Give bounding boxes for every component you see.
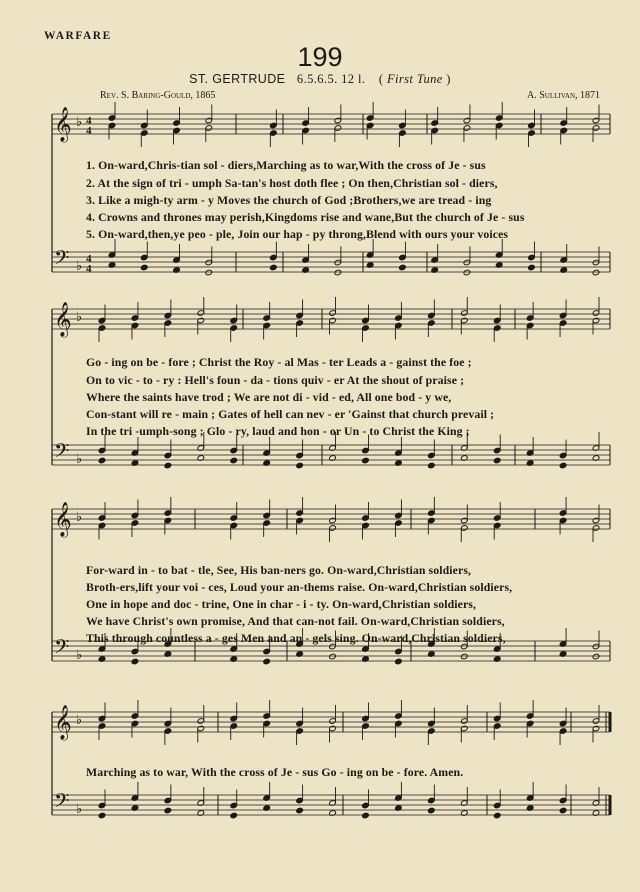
lyric-line: For-ward in - to bat - tle, See, His ban-ners go. On-ward,Christian soldiers, [86, 563, 472, 577]
note-head [164, 807, 172, 814]
treble-clef: 𝄞 [54, 107, 72, 142]
note-head [164, 462, 172, 469]
flat-sign: ♭ [76, 115, 83, 130]
lyric-line: This through countless a - ges Men and an - gels sing. On-ward,Christian soldiers, [86, 631, 506, 645]
lyric-line: 1. On-ward,Chris-tian sol - diers,Marching as to war,With the cross of Je - sus [86, 158, 486, 172]
note-head [98, 457, 106, 464]
note-head [270, 264, 278, 271]
treble-clef: 𝄞 [54, 502, 72, 537]
note-head [329, 653, 337, 660]
time-signature-bottom: 4 [86, 263, 92, 275]
note-head [399, 264, 407, 271]
lyric-line: 3. Like a migh-ty arm - y Moves the church of God ;Brothers,we are tread - ing [86, 193, 492, 207]
lyric-line: In the tri -umph-song ; Glo - ry, laud and hon - or Un - to Christ the King ; [86, 424, 470, 438]
section-heading: WARFARE [44, 30, 112, 42]
treble-clef: 𝄞 [54, 705, 72, 740]
note-head [263, 658, 271, 665]
flat-sign: ♭ [76, 510, 83, 525]
flat-sign: ♭ [76, 648, 83, 663]
note-head [362, 457, 370, 464]
note-head [493, 812, 501, 819]
hymn-number: 199 [297, 42, 343, 72]
bass-clef: 𝄢 [54, 635, 70, 663]
time-signature-bottom: 4 [86, 125, 92, 137]
note-head [528, 264, 536, 271]
note-head [205, 269, 213, 276]
note-head [362, 812, 370, 819]
flat-sign: ♭ [76, 259, 83, 274]
time-signature-top: 4 [86, 115, 92, 127]
note-head [98, 812, 106, 819]
note-head [296, 462, 304, 469]
tune-note: First Tune [387, 72, 443, 86]
note-head [559, 807, 567, 814]
flat-sign: ♭ [76, 452, 83, 467]
lyric-line: 4. Crowns and thrones may perish,Kingdoms rise and wane,But the church of Je - sus [86, 210, 525, 224]
note-head [460, 653, 468, 660]
lyric-line: Where the saints have trod ; We are not di - vid - ed, All one bod - y we, [86, 390, 452, 404]
flat-sign: ♭ [76, 310, 83, 325]
composer-credit: A. Sullivan, 1871 [527, 90, 600, 101]
note-head [131, 658, 139, 665]
note-head [230, 812, 238, 819]
lyric-line: On to vic - to - ry : Hell's foun - da - tions quiv - er At the shout of praise ; [86, 373, 465, 387]
author-credit: Rev. S. Baring-Gould, 1865 [100, 90, 216, 101]
note-head [296, 807, 304, 814]
bass-clef: 𝄢 [54, 246, 70, 274]
tune-note-wrapper: ( First Tune ) [378, 72, 451, 86]
lyric-line: 5. On-ward,then,ye peo - ple, Join our hap - py throng,Blend with ours your voices [86, 227, 509, 241]
lyric-line: Con-stant will re - main ; Gates of hell can nev - er 'Gainst that church prevail ; [86, 407, 495, 421]
lyric-line: Go - ing on be - fore ; Christ the Roy - al Mas - ter Leads a - gainst the foe ; [86, 355, 472, 369]
lyric-line: We have Christ's own promise, And that can-not fail. On-ward,Christian soldiers, [86, 614, 505, 628]
note-head [140, 264, 148, 271]
lyric-line: Marching as to war, With the cross of Je - sus Go - ing on be - fore. Amen. [86, 765, 464, 779]
tune-name: ST. GERTRUDE [189, 72, 286, 86]
note-head [592, 269, 600, 276]
flat-sign: ♭ [76, 713, 83, 728]
note-head [493, 457, 501, 464]
note-head [463, 269, 471, 276]
note-head [428, 462, 436, 469]
note-head [592, 653, 600, 660]
lyric-line: 2. At the sign of tri - umph Sa-tan's host doth flee ; On then,Christian sol - diers, [86, 176, 498, 190]
flat-sign: ♭ [76, 802, 83, 817]
note-head [559, 462, 567, 469]
bass-clef: 𝄢 [54, 439, 70, 467]
lyric-line: Broth-ers,lift your voi - ces, Loud your an-thems raise. On-ward,Christian soldiers, [86, 580, 513, 594]
note-head [428, 807, 436, 814]
meter: 6.5.6.5. 12 l. [296, 72, 366, 86]
treble-clef: 𝄞 [54, 302, 72, 337]
note-head [395, 658, 403, 665]
note-head [334, 269, 342, 276]
bass-clef: 𝄢 [54, 789, 70, 817]
time-signature-top: 4 [86, 253, 92, 265]
note-head [230, 457, 238, 464]
lyric-line: One in hope and doc - trine, One in char - i - ty. On-ward,Christian soldiers, [86, 597, 477, 611]
